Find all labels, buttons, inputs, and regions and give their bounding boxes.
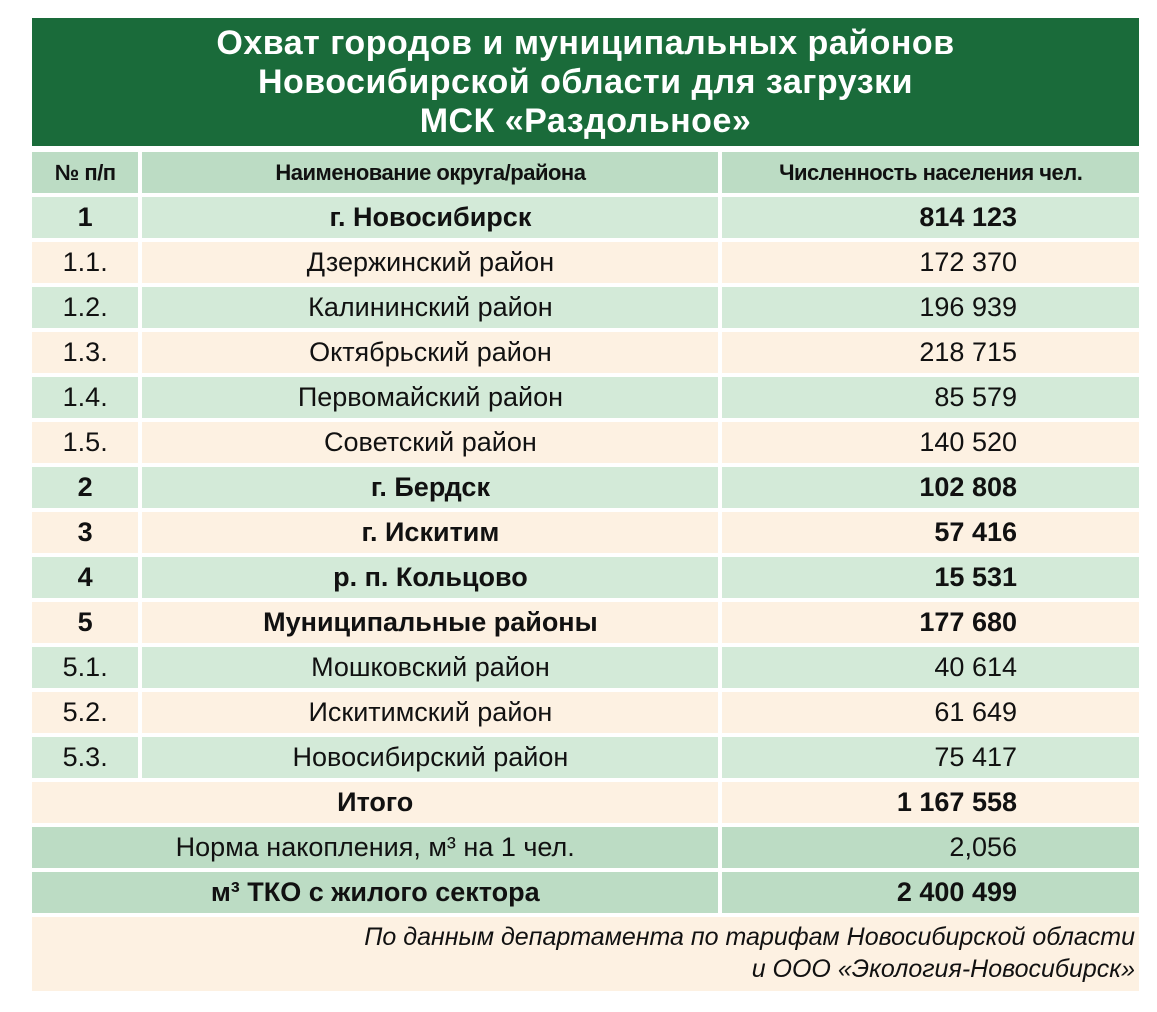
header-population: Численность населения чел. [718, 152, 1139, 193]
source-note-line-2: и ООО «Экология-Новосибирск» [751, 955, 1135, 983]
coverage-table [32, 148, 1139, 917]
title-line-2: Новосибирской области для загрузки [257, 63, 914, 101]
row-value: 40 614 [718, 647, 1139, 688]
row-num: 4 [32, 557, 138, 598]
row-value: 75 417 [718, 737, 1139, 778]
table-title [32, 18, 1139, 146]
row-name: г. Искитим [138, 512, 718, 553]
row-value: 57 416 [718, 512, 1139, 553]
coverage-table-figure [32, 18, 1139, 991]
row-num: 1.5. [32, 422, 138, 463]
row-value: 172 370 [718, 242, 1139, 283]
row-num: 5 [32, 602, 138, 643]
total-row [32, 782, 1139, 823]
table-row [32, 332, 1139, 373]
table-row [32, 737, 1139, 778]
norm-value: 2,056 [718, 827, 1139, 868]
table-row [32, 647, 1139, 688]
tko-value: 2 400 499 [718, 872, 1139, 913]
table-row [32, 467, 1139, 508]
row-num: 1 [32, 197, 138, 238]
row-name: г. Новосибирск [138, 197, 718, 238]
table-row [32, 692, 1139, 733]
row-value: 85 579 [718, 377, 1139, 418]
row-value: 196 939 [718, 287, 1139, 328]
row-value: 102 808 [718, 467, 1139, 508]
table-row [32, 512, 1139, 553]
row-value: 61 649 [718, 692, 1139, 733]
total-label: Итого [32, 782, 718, 823]
row-name: Октябрьский район [138, 332, 718, 373]
row-name: Первомайский район [138, 377, 718, 418]
table-header-row [32, 152, 1139, 193]
table-row [32, 557, 1139, 598]
total-value: 1 167 558 [718, 782, 1139, 823]
row-num: 5.1. [32, 647, 138, 688]
row-name: Советский район [138, 422, 718, 463]
table-row [32, 242, 1139, 283]
row-name: Дзержинский район [138, 242, 718, 283]
row-num: 1.2. [32, 287, 138, 328]
row-num: 2 [32, 467, 138, 508]
row-name: Муниципальные районы [138, 602, 718, 643]
row-name: р. п. Кольцово [138, 557, 718, 598]
row-value: 218 715 [718, 332, 1139, 373]
source-note [32, 917, 1139, 991]
row-value: 814 123 [718, 197, 1139, 238]
norm-label: Норма накопления, м³ на 1 чел. [32, 827, 718, 868]
title-line-3: МСК «Раздольное» [419, 102, 752, 140]
row-num: 3 [32, 512, 138, 553]
row-num: 5.2. [32, 692, 138, 733]
table-row [32, 377, 1139, 418]
row-name: Искитимский район [138, 692, 718, 733]
table-row [32, 602, 1139, 643]
row-name: Мошковский район [138, 647, 718, 688]
row-num: 1.4. [32, 377, 138, 418]
row-name: Калининский район [138, 287, 718, 328]
source-note-line-1: По данным департамента по тарифам Новосибирской области [364, 923, 1135, 951]
tko-label: м³ ТКО с жилого сектора [32, 872, 718, 913]
table-row [32, 422, 1139, 463]
row-value: 140 520 [718, 422, 1139, 463]
table-row [32, 287, 1139, 328]
title-line-1: Охват городов и муниципальных районов [216, 24, 955, 62]
row-num: 1.1. [32, 242, 138, 283]
norm-row [32, 827, 1139, 868]
tko-row [32, 872, 1139, 913]
header-name: Наименование округа/района [138, 152, 718, 193]
header-num: № п/п [32, 152, 138, 193]
row-name: г. Бердск [138, 467, 718, 508]
row-name: Новосибирский район [138, 737, 718, 778]
row-num: 1.3. [32, 332, 138, 373]
row-num: 5.3. [32, 737, 138, 778]
row-value: 177 680 [718, 602, 1139, 643]
row-value: 15 531 [718, 557, 1139, 598]
table-row [32, 197, 1139, 238]
